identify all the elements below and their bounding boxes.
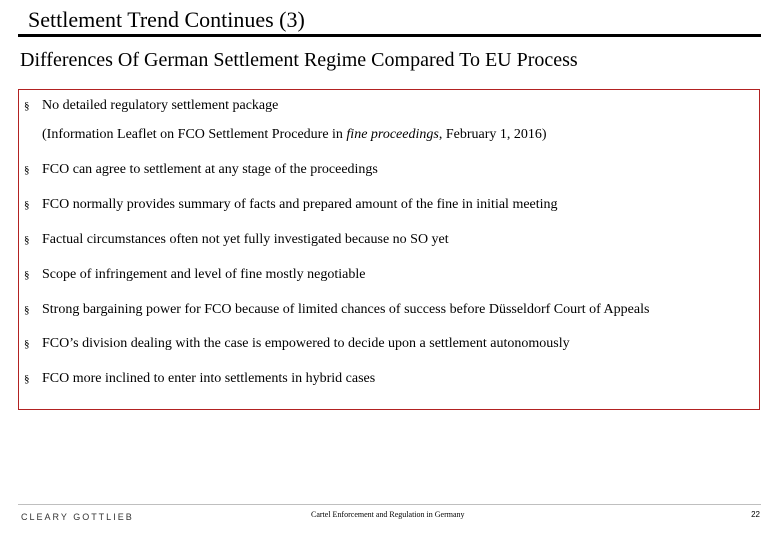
- footer-caption: Cartel Enforcement and Regulation in Germany: [311, 510, 465, 519]
- slide-subtitle: Differences Of German Settlement Regime Compared To EU Process: [20, 49, 578, 71]
- title-underline: [18, 34, 761, 37]
- bullet-text: FCO can agree to settlement at any stage of the proceedings: [42, 162, 378, 177]
- bullet-text: FCO more inclined to enter into settlements in hybrid cases: [42, 371, 376, 386]
- bullet-text: FCO’s division dealing with the case is empowered to decide upon a settlement autonomously: [42, 336, 570, 351]
- bullet-icon: §: [24, 234, 30, 246]
- cleary-gottlieb-logo: CLEARY GOTTLIEB: [21, 512, 134, 522]
- bullet-text: Strong bargaining power for FCO because of limited chances of success before Düsseldorf Court of Appeals: [42, 302, 650, 317]
- slide-title: Settlement Trend Continues (3): [28, 7, 305, 32]
- sub-note-italic: fine proceedings: [346, 127, 439, 142]
- bullet-text: Factual circumstances often not yet fully investigated because no SO yet: [42, 232, 449, 247]
- footer-divider: [18, 504, 761, 505]
- sub-note-suffix: , February 1, 2016): [438, 127, 547, 142]
- bullet-icon: §: [24, 199, 30, 211]
- bullet-icon: §: [24, 304, 30, 316]
- bullet-text: FCO normally provides summary of facts and prepared amount of the fine in initial meeting: [42, 197, 558, 212]
- bullet-icon: §: [24, 164, 30, 176]
- sub-note: [42, 125, 547, 145]
- bullet-text: Scope of infringement and level of fine mostly negotiable: [42, 267, 366, 282]
- bullet-icon: §: [24, 373, 30, 385]
- sub-note-prefix: (Information Leaflet on FCO Settlement Procedure in: [42, 127, 347, 142]
- bullet-icon: §: [24, 269, 30, 281]
- page-number: 22: [751, 510, 760, 519]
- bullet-icon: §: [24, 338, 30, 350]
- bullet-icon: §: [24, 100, 30, 112]
- bullet-text: No detailed regulatory settlement package: [42, 98, 279, 113]
